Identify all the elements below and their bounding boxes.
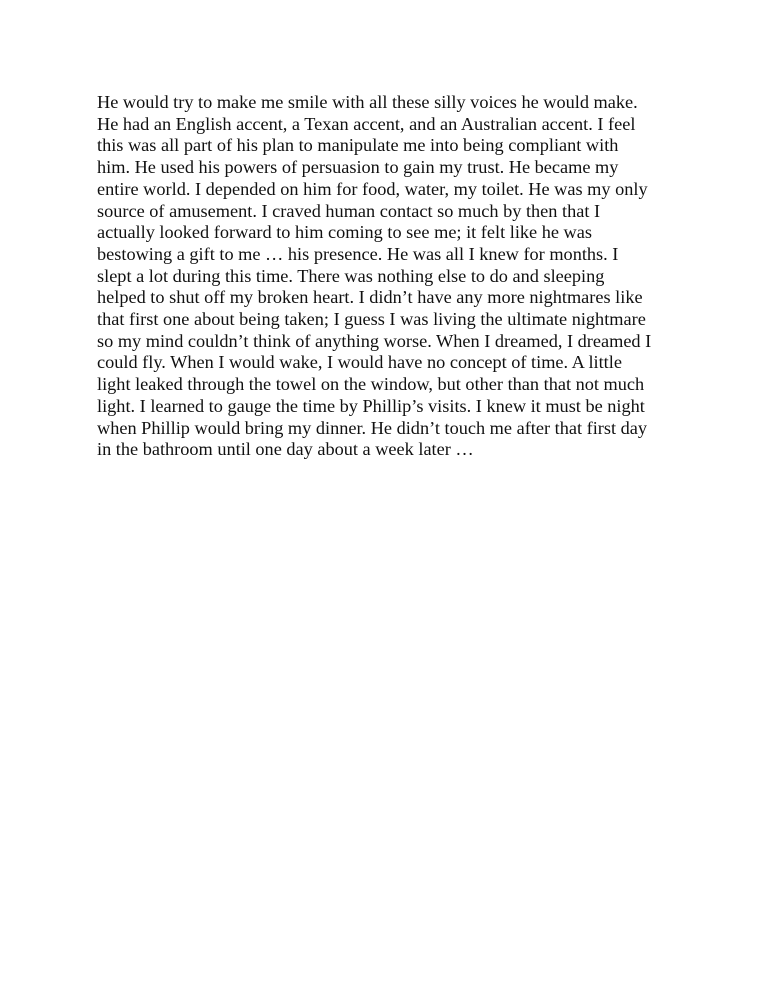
text-line: this was all part of his plan to manipulate me into being compliant with — [97, 135, 619, 156]
text-line: light. I learned to gauge the time by Phillip’s visits. I knew it must be night — [97, 395, 645, 416]
text-line: He had an English accent, a Texan accent, and an Australian accent. I feel — [97, 113, 636, 134]
text-line: could fly. When I would wake, I would have no concept of time. A little — [97, 352, 622, 373]
text-line: entire world. I depended on him for food, water, my toilet. He was my only — [97, 178, 648, 199]
text-line: when Phillip would bring my dinner. He didn’t touch me after that first day — [97, 417, 648, 438]
text-line: slept a lot during this time. There was nothing else to do and sleeping — [97, 265, 605, 286]
body-paragraph — [97, 92, 687, 461]
text-line: helped to shut off my broken heart. I didn’t have any more nightmares like — [97, 287, 643, 308]
text-line: bestowing a gift to me … his presence. He was all I knew for months. I — [97, 243, 619, 264]
text-line: source of amusement. I craved human contact so much by then that I — [97, 200, 601, 221]
text-line: him. He used his powers of persuasion to gain my trust. He became my — [97, 157, 619, 178]
text-line: He would try to make me smile with all these silly voices he would make. — [97, 92, 638, 112]
text-line: actually looked forward to him coming to see me; it felt like he was — [97, 222, 592, 243]
text-line: in the bathroom until one day about a week later … — [97, 439, 474, 460]
text-line: light leaked through the towel on the window, but other than that not much — [97, 374, 645, 395]
text-line: so my mind couldn’t think of anything worse. When I dreamed, I dreamed I — [97, 330, 652, 351]
text-line: that first one about being taken; I guess I was living the ultimate nightmare — [97, 309, 646, 330]
